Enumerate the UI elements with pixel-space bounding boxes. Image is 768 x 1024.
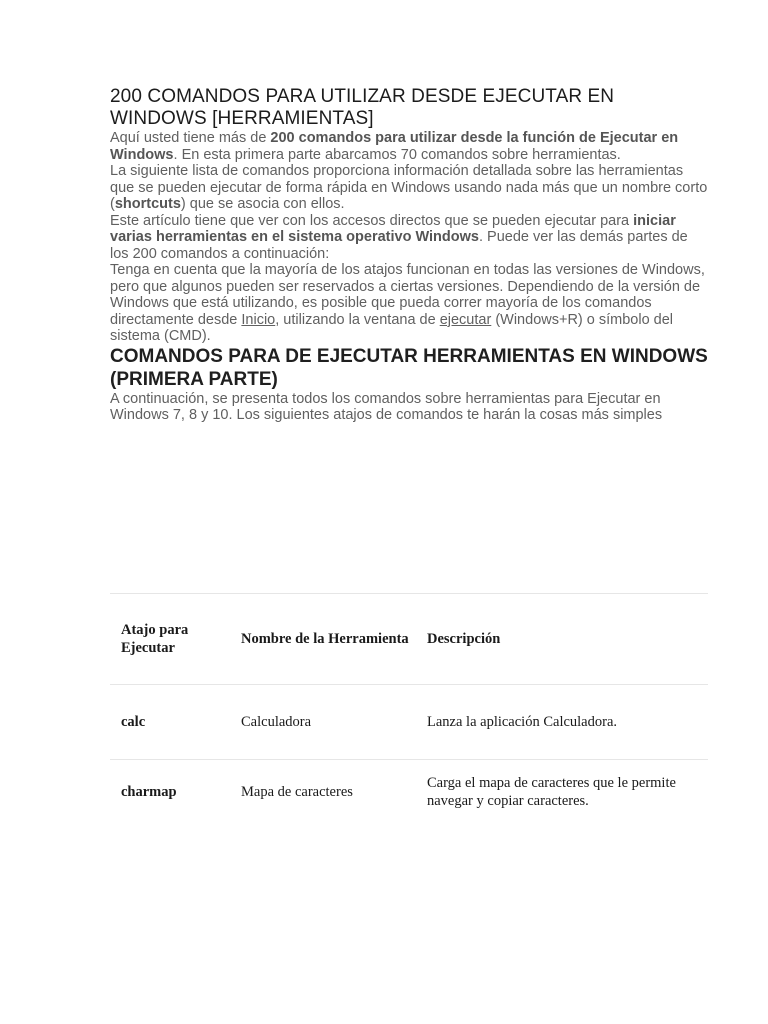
note-text-3: (Windows+R) o símbolo del sistema (CMD). [110,311,674,344]
shortcuts-text-1: Este artículo tiene que ver con los accesos directos que se pueden ejecutar para [110,212,634,229]
note-text-1: Tenga en cuenta que la mayoría de los atajos funcionan en todas las versiones de Windows, pero que algunos pueden ser reservados a ciertas versiones. Dependiendo de la versión de Windows que está utilizando, es posible que pueda correr mayoría de los comandos directamente desde [110,262,705,328]
cell-shortcut: charmap [110,760,241,825]
intro-text-1: Aquí usted tiene más de [110,130,271,146]
note-paragraph [110,262,710,345]
header-tool-name: Nombre de la Herramienta [241,594,427,685]
tools-bold: iniciar varias herramientas en el sistema operativo Windows [110,212,676,245]
note-text-2: , utilizando la ventana de [275,311,440,328]
intro-bold: 200 comandos para utilizar desde la función de Ejecutar en Windows [110,130,679,163]
intro-text-2: . En esta primera parte abarcamos 70 comandos sobre herramientas. [173,146,621,163]
article-title: 200 COMANDOS PARA UTILIZAR DESDE EJECUTAR EN WINDOWS [HERRAMIENTAS] [110,86,615,129]
shortcuts-text-2: . Puede ver las demás partes de los 200 comandos a continuación: [110,229,688,262]
header-description: Descripción [427,594,708,685]
section-intro-paragraph: A continuación, se presenta todos los comandos sobre herramientas para Ejecutar en Windows 7, 8 y 10. Los siguientes atajos de comandos te harán la cosas más simples [110,390,663,423]
intro-paragraph [110,130,710,163]
list-text-2: ) que se asocia con ellos. [180,196,345,212]
ejecutar-link[interactable]: ejecutar [439,311,492,328]
shortcuts-bold: shortcuts [114,196,181,212]
inicio-link[interactable]: Inicio [241,311,276,328]
list-paragraph [110,163,710,213]
table-row [110,760,708,825]
cell-shortcut: calc [110,685,241,760]
shortcuts-paragraph [110,213,710,263]
commands-table [110,593,708,824]
section-heading: COMANDOS PARA DE EJECUTAR HERRAMIENTAS EN WINDOWS (PRIMERA PARTE) [110,345,708,390]
table-header-row [110,594,708,685]
cell-tool-name: Calculadora [241,685,427,760]
list-text-1: La siguiente lista de comandos proporciona información detallada sobre las herramientas que se pueden ejecutar de forma rápida en Windows usando nada más que un nombre corto ( [110,163,708,212]
cell-description: Lanza la aplicación Calculadora. [427,685,708,760]
header-shortcut: Atajo para Ejecutar [110,594,241,685]
article-body [110,86,710,424]
cell-tool-name: Mapa de caracteres [241,760,427,825]
cell-description: Carga el mapa de caracteres que le permite navegar y copiar caracteres. [427,760,708,825]
table-row [110,685,708,760]
